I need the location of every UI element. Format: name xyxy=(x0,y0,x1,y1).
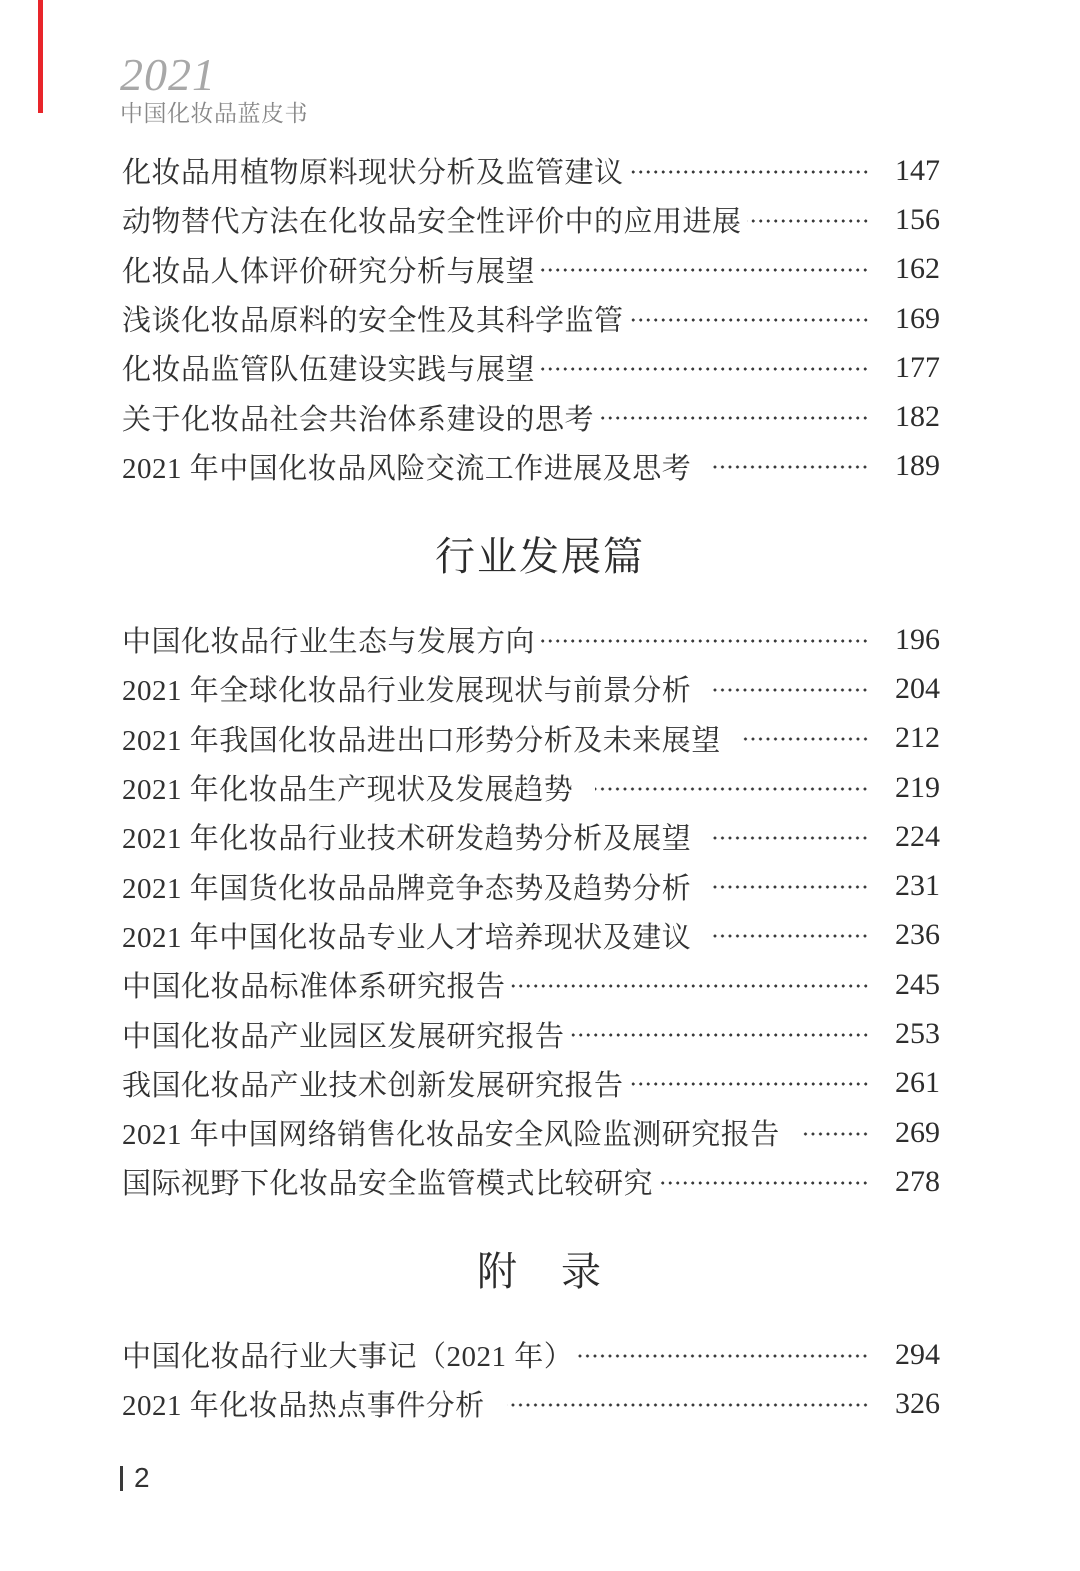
dot-leader xyxy=(511,984,869,988)
toc-entry-title: 2021 年我国化妆品进出口形势分析及未来展望 xyxy=(122,724,721,757)
toc-entry-page: 162 xyxy=(895,252,940,286)
dot-leader xyxy=(629,318,869,322)
footer-page-number: 2 xyxy=(134,1462,150,1493)
toc-section-industry xyxy=(122,615,940,1207)
toc-entry-page: 196 xyxy=(895,622,940,656)
dot-leader xyxy=(540,367,869,371)
toc-entry[interactable] xyxy=(122,812,940,861)
toc-entry-page: 177 xyxy=(895,350,940,384)
toc-entry-title: 我国化妆品产业技术创新发展研究报告 xyxy=(122,1069,624,1102)
toc-entry[interactable] xyxy=(122,392,940,441)
toc-entry-page: 269 xyxy=(895,1115,940,1149)
toc-entry[interactable] xyxy=(122,195,940,244)
dot-leader xyxy=(578,1354,869,1358)
toc-entry-page: 204 xyxy=(895,671,940,705)
toc-entry-title: 动物替代方法在化妆品安全性评价中的应用进展 xyxy=(122,206,742,239)
toc-entry[interactable] xyxy=(122,664,940,713)
dot-leader xyxy=(713,465,869,469)
toc-entry[interactable] xyxy=(122,615,940,664)
toc-entry-page: 231 xyxy=(895,869,940,903)
toc-entry-title: 中国化妆品标准体系研究报告 xyxy=(122,971,506,1004)
red-accent-mark xyxy=(38,0,43,113)
dot-leader xyxy=(802,1132,869,1136)
dot-leader xyxy=(713,836,869,840)
toc-entry-page: 182 xyxy=(895,400,940,434)
dot-leader xyxy=(595,787,869,791)
toc-entry-title: 中国化妆品行业大事记（2021 年） xyxy=(122,1341,574,1374)
toc-entry[interactable] xyxy=(122,911,940,960)
dot-leader xyxy=(570,1033,869,1037)
toc-entry-page: 245 xyxy=(895,967,940,1001)
toc-entry-page: 147 xyxy=(895,153,940,187)
section-heading-appendix: 附 录 xyxy=(477,1250,603,1294)
header-year: 2021 xyxy=(120,49,216,100)
toc-section-front xyxy=(122,146,940,491)
toc-entry[interactable] xyxy=(122,714,940,763)
dot-leader xyxy=(713,934,869,938)
toc-entry-page: 253 xyxy=(895,1017,940,1051)
toc-entry-title: 2021 年中国网络销售化妆品安全风险监测研究报告 xyxy=(122,1119,780,1152)
toc-entry[interactable] xyxy=(122,1009,940,1058)
toc-entry-title: 浅谈化妆品原料的安全性及其科学监管 xyxy=(122,305,624,338)
toc-entry-title: 2021 年中国化妆品专业人才培养现状及建议 xyxy=(122,921,692,954)
toc-entry[interactable] xyxy=(122,442,940,491)
dot-leader xyxy=(713,688,869,692)
toc-entry[interactable] xyxy=(122,763,940,812)
toc-entry-page: 236 xyxy=(895,918,940,952)
toc-entry-page: 326 xyxy=(895,1386,940,1420)
toc-entry-page: 156 xyxy=(895,202,940,236)
dot-leader xyxy=(507,1403,869,1407)
toc-entry[interactable] xyxy=(122,1379,940,1428)
toc-entry-title: 2021 年国货化妆品品牌竞争态势及趋势分析 xyxy=(122,872,692,905)
toc-entry[interactable] xyxy=(122,1157,940,1206)
toc-entry-title: 2021 年化妆品生产现状及发展趋势 xyxy=(122,774,574,807)
dot-leader xyxy=(658,1181,869,1185)
dot-leader xyxy=(599,416,869,420)
toc-entry-title: 2021 年化妆品行业技术研发趋势分析及展望 xyxy=(122,823,692,856)
toc-entry-title: 化妆品监管队伍建设实践与展望 xyxy=(122,354,536,387)
toc-entry[interactable] xyxy=(122,861,940,910)
dot-leader xyxy=(629,1082,869,1086)
dot-leader xyxy=(747,219,869,223)
toc-entry-title: 中国化妆品产业园区发展研究报告 xyxy=(122,1020,565,1053)
toc-entry[interactable] xyxy=(122,294,940,343)
footer-divider-bar xyxy=(120,1466,123,1491)
toc-entry[interactable] xyxy=(122,146,940,195)
toc-entry[interactable] xyxy=(122,960,940,1009)
page-header xyxy=(120,49,308,126)
toc-entry-page: 169 xyxy=(895,301,940,335)
page-footer xyxy=(120,1463,150,1493)
toc-entry[interactable] xyxy=(122,343,940,392)
section-heading-industry: 行业发展篇 xyxy=(435,535,645,579)
toc-entry-title: 2021 年中国化妆品风险交流工作进展及思考 xyxy=(122,452,692,485)
toc-entry[interactable] xyxy=(122,1330,940,1379)
toc-entry-title: 化妆品用植物原料现状分析及监管建议 xyxy=(122,157,624,190)
toc-entry-page: 261 xyxy=(895,1066,940,1100)
toc-entry-page: 189 xyxy=(895,449,940,483)
dot-leader xyxy=(629,170,869,174)
toc-entry-page: 219 xyxy=(895,770,940,804)
toc-entry-title: 关于化妆品社会共治体系建设的思考 xyxy=(122,403,595,436)
toc-entry-page: 278 xyxy=(895,1164,940,1198)
dot-leader xyxy=(743,737,869,741)
toc-entry-title: 2021 年化妆品热点事件分析 xyxy=(122,1390,485,1423)
toc-entry-page: 224 xyxy=(895,819,940,853)
dot-leader xyxy=(713,885,869,889)
toc-entry-title: 中国化妆品行业生态与发展方向 xyxy=(122,626,536,659)
dot-leader xyxy=(540,639,869,643)
toc-entry[interactable] xyxy=(122,245,940,294)
toc-entry-title: 化妆品人体评价研究分析与展望 xyxy=(122,255,536,288)
toc-entry[interactable] xyxy=(122,1059,940,1108)
toc-entry-title: 2021 年全球化妆品行业发展现状与前景分析 xyxy=(122,675,692,708)
toc-entry-title: 国际视野下化妆品安全监管模式比较研究 xyxy=(122,1168,654,1201)
toc-entry-page: 212 xyxy=(895,721,940,755)
toc-section-appendix xyxy=(122,1330,940,1429)
toc-entry-page: 294 xyxy=(895,1337,940,1371)
dot-leader xyxy=(540,268,869,272)
header-subtitle: 中国化妆品蓝皮书 xyxy=(120,100,308,126)
toc-entry[interactable] xyxy=(122,1108,940,1157)
